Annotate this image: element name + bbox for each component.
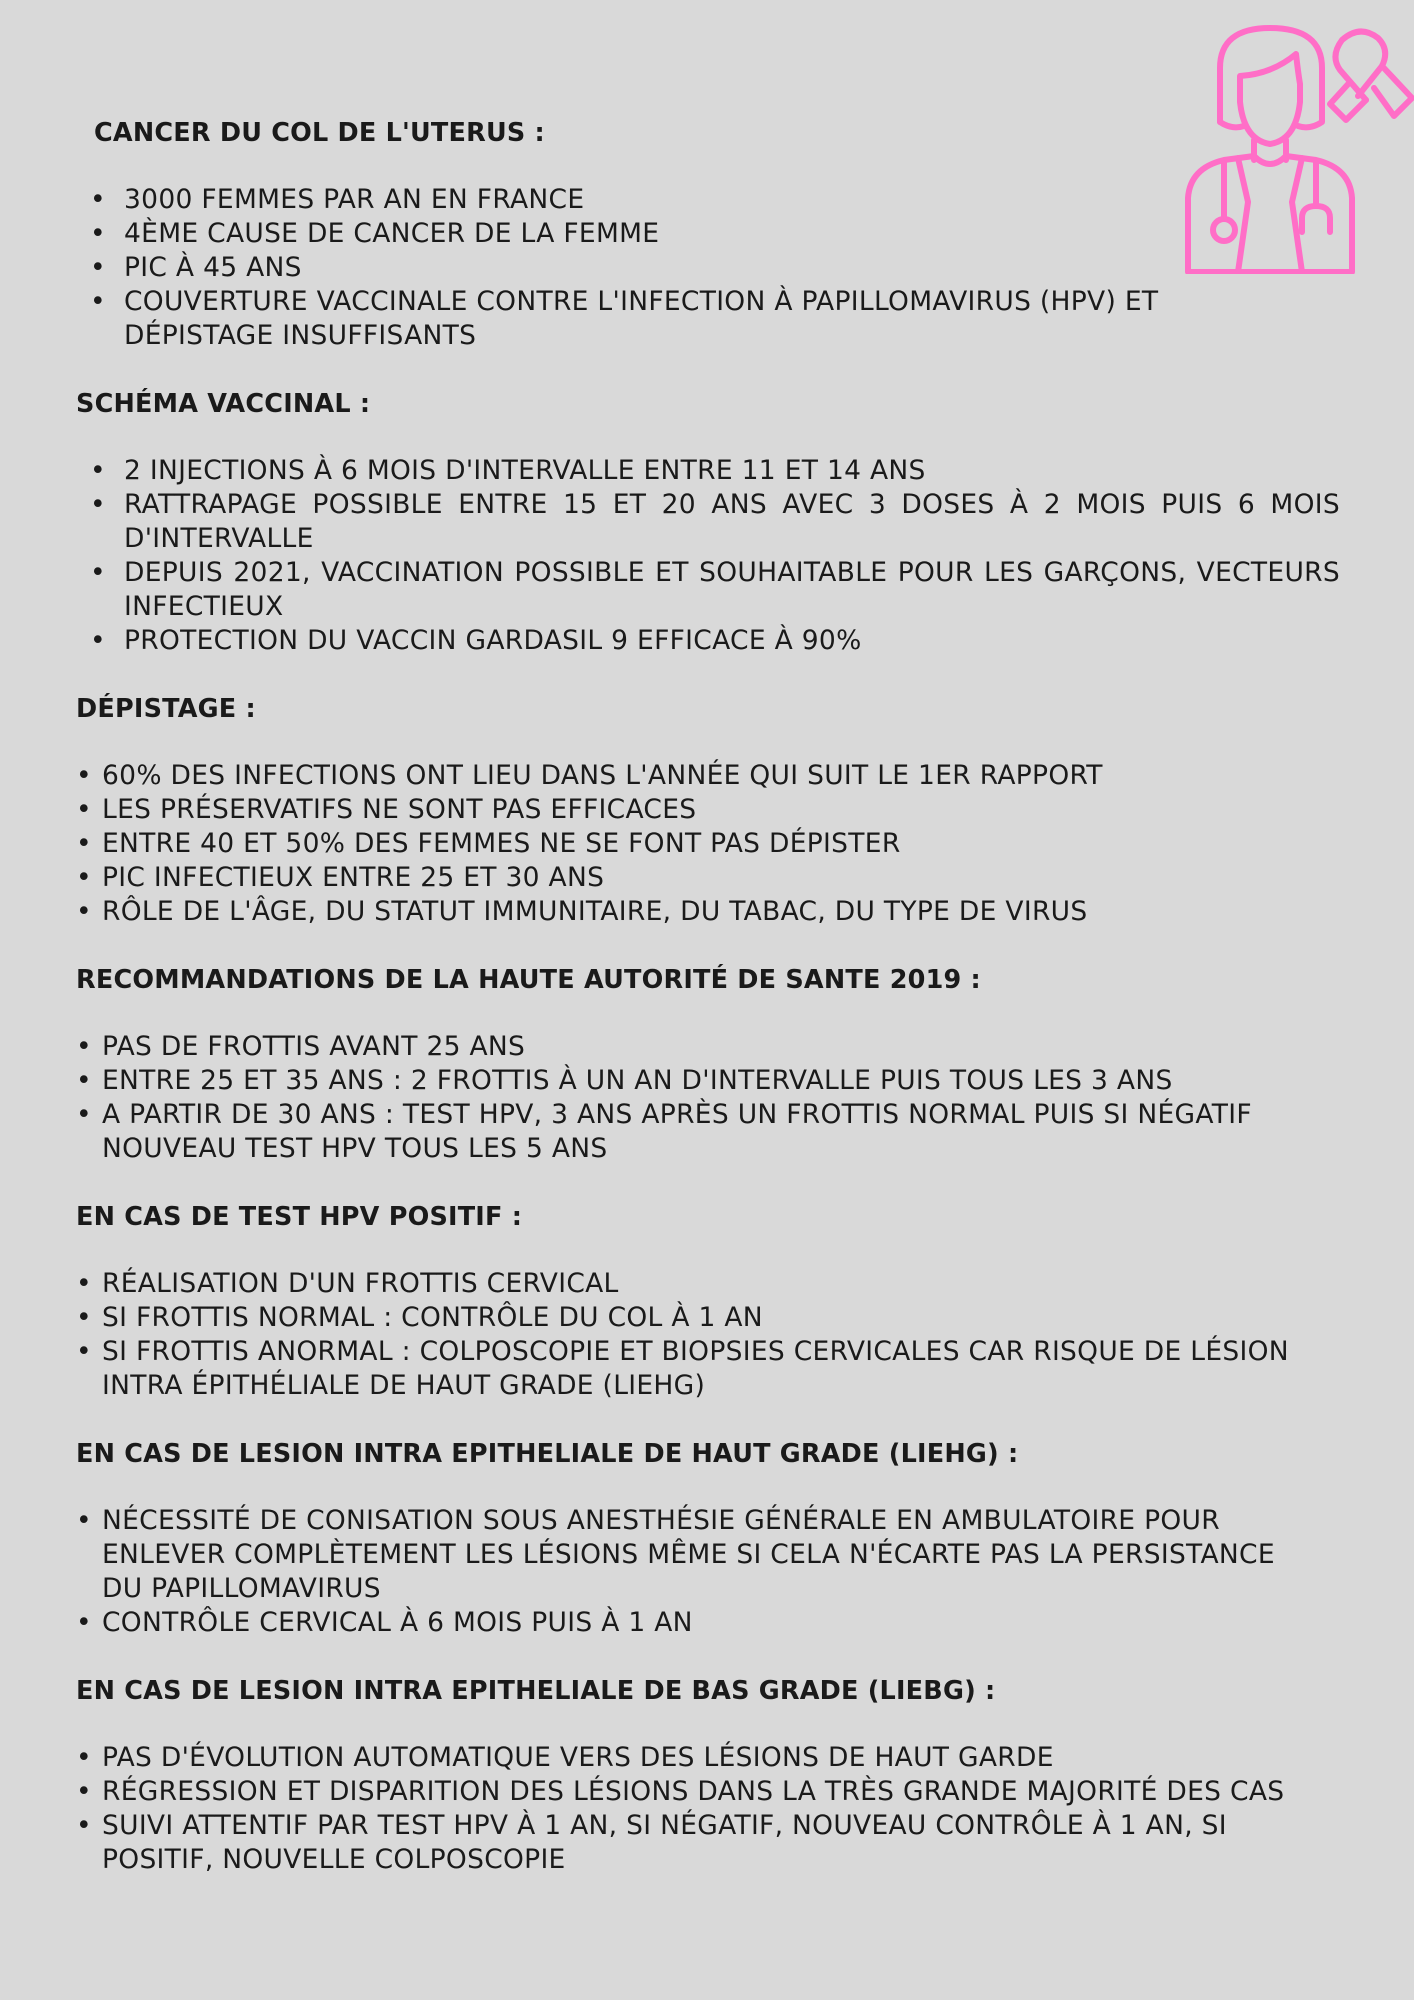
list-item: • 3000 FEMMES PAR AN EN FRANCE <box>76 183 1340 217</box>
section-schema-vaccinal <box>76 387 1340 658</box>
bullet-list <box>76 1030 1340 1166</box>
section-heading: EN CAS DE LESION INTRA EPITHELIALE DE HAUT GRADE (LIEHG) : <box>76 1439 1019 1469</box>
section-heading: EN CAS DE LESION INTRA EPITHELIALE DE BAS GRADE (LIEBG) : <box>76 1676 996 1706</box>
list-item: • PROTECTION DU VACCIN GARDASIL 9 EFFICACE À 90% <box>76 624 1340 658</box>
list-item: • PIC À 45 ANS <box>76 251 1340 285</box>
list-item: • SUIVI ATTENTIF PAR TEST HPV À 1 AN, SI NÉGATIF, NOUVEAU CONTRÔLE À 1 AN, SI POSITIF, NOUVELLE COLPOSCOPIE <box>76 1809 1320 1877</box>
bullet-list <box>76 1267 1340 1403</box>
list-item: • ENTRE 25 ET 35 ANS : 2 FROTTIS À UN AN D'INTERVALLE PUIS TOUS LES 3 ANS <box>76 1064 1320 1098</box>
section-heading: DÉPISTAGE : <box>76 694 256 724</box>
bullet-list <box>76 1741 1340 1877</box>
list-item: • 4ÈME CAUSE DE CANCER DE LA FEMME <box>76 217 1340 251</box>
list-item: • PAS DE FROTTIS AVANT 25 ANS <box>76 1030 1320 1064</box>
section-heading: EN CAS DE TEST HPV POSITIF : <box>76 1202 523 1232</box>
section-liebg <box>76 1674 1340 1877</box>
list-item: • 60% DES INFECTIONS ONT LIEU DANS L'ANNÉE QUI SUIT LE 1ER RAPPORT <box>76 759 1340 793</box>
bullet-list <box>76 1504 1340 1640</box>
list-item: • CONTRÔLE CERVICAL À 6 MOIS PUIS À 1 AN <box>76 1606 1320 1640</box>
section-liehg <box>76 1437 1340 1640</box>
bullet-list <box>76 183 1340 353</box>
awareness-ribbon-icon <box>1330 31 1412 120</box>
list-item: • PIC INFECTIEUX ENTRE 25 ET 30 ANS <box>76 861 1340 895</box>
list-item: • NÉCESSITÉ DE CONISATION SOUS ANESTHÉSIE GÉNÉRALE EN AMBULATOIRE POUR ENLEVER COMPLÈTEMENT LES LÉSIONS MÊME SI CELA N'ÉCARTE PAS LA PERSISTANCE DU PAPILLOMAVIRUS <box>76 1504 1320 1606</box>
list-item: • RÉALISATION D'UN FROTTIS CERVICAL <box>76 1267 1320 1301</box>
bullet-list <box>76 759 1340 929</box>
bullet-list <box>76 454 1340 658</box>
section-cancer-col <box>76 116 1340 353</box>
list-item: • PAS D'ÉVOLUTION AUTOMATIQUE VERS DES LÉSIONS DE HAUT GARDE <box>76 1741 1320 1775</box>
list-item: • RÉGRESSION ET DISPARITION DES LÉSIONS DANS LA TRÈS GRANDE MAJORITÉ DES CAS <box>76 1775 1320 1809</box>
section-test-hpv-positif <box>76 1200 1340 1403</box>
list-item: • SI FROTTIS ANORMAL : COLPOSCOPIE ET BIOPSIES CERVICALES CAR RISQUE DE LÉSION INTRA ÉPITHÉLIALE DE HAUT GRADE (LIEHG) <box>76 1335 1320 1403</box>
list-item: • SI FROTTIS NORMAL : CONTRÔLE DU COL À 1 AN <box>76 1301 1320 1335</box>
list-item: • ENTRE 40 ET 50% DES FEMMES NE SE FONT PAS DÉPISTER <box>76 827 1340 861</box>
section-heading: SCHÉMA VACCINAL : <box>76 389 371 419</box>
list-item: • COUVERTURE VACCINALE CONTRE L'INFECTION À PAPILLOMAVIRUS (HPV) ET DÉPISTAGE INSUFFISANTS <box>76 285 1340 353</box>
section-depistage <box>76 692 1340 929</box>
list-item: • RÔLE DE L'ÂGE, DU STATUT IMMUNITAIRE, DU TABAC, DU TYPE DE VIRUS <box>76 895 1340 929</box>
section-heading: CANCER DU COL DE L'UTERUS : <box>94 118 545 148</box>
section-recommandations-has <box>76 963 1340 1166</box>
list-item: • RATTRAPAGE POSSIBLE ENTRE 15 ET 20 ANS AVEC 3 DOSES À 2 MOIS PUIS 6 MOIS D'INTERVALLE <box>76 488 1340 556</box>
list-item: • 2 INJECTIONS À 6 MOIS D'INTERVALLE ENTRE 11 ET 14 ANS <box>76 454 1340 488</box>
list-item: • LES PRÉSERVATIFS NE SONT PAS EFFICACES <box>76 793 1340 827</box>
section-heading: RECOMMANDATIONS DE LA HAUTE AUTORITÉ DE SANTE 2019 : <box>76 965 981 995</box>
list-item: • DEPUIS 2021, VACCINATION POSSIBLE ET SOUHAITABLE POUR LES GARÇONS, VECTEURS INFECTIEUX <box>76 556 1340 624</box>
list-item: • A PARTIR DE 30 ANS : TEST HPV, 3 ANS APRÈS UN FROTTIS NORMAL PUIS SI NÉGATIF NOUVEAU TEST HPV TOUS LES 5 ANS <box>76 1098 1320 1166</box>
